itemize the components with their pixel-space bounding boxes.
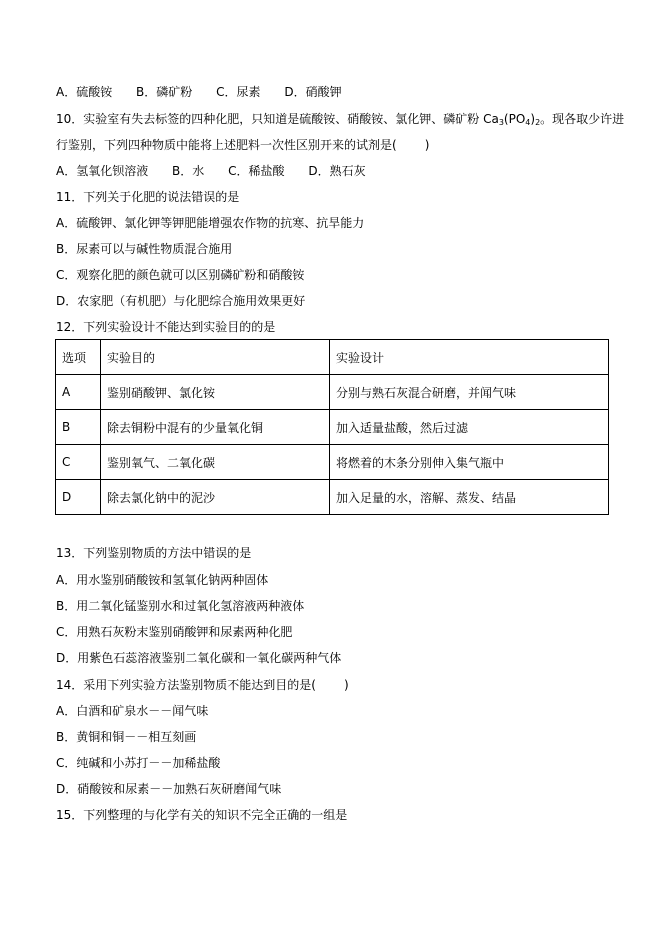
table-cell: 除去铜粉中混有的少量氧化铜 bbox=[101, 410, 330, 445]
q11-option-c: C．观察化肥的颜色就可以区别磷矿粉和硝酸铵 bbox=[56, 268, 305, 282]
q9-option-d: D．硝酸钾 bbox=[284, 85, 342, 99]
table-cell: C bbox=[56, 445, 101, 480]
table-header-row bbox=[56, 340, 609, 375]
q12-stem: 12．下列实验设计不能达到实验目的的是 bbox=[56, 320, 276, 334]
q14-option-d: D．硝酸铵和尿素－－加熟石灰研磨闻气味 bbox=[56, 782, 282, 796]
table-row bbox=[56, 410, 609, 445]
q10-option-b: B．水 bbox=[172, 164, 205, 178]
table-cell: 将燃着的木条分别伸入集气瓶中 bbox=[330, 445, 609, 480]
q10-option-c: C．稀盐酸 bbox=[228, 164, 285, 178]
q10-option-a: A．氢氧化钡溶液 bbox=[56, 164, 149, 178]
q10-options bbox=[56, 163, 366, 179]
q12-table bbox=[55, 339, 609, 515]
table-header-cell: 实验目的 bbox=[101, 340, 330, 375]
table-cell: 鉴别硝酸钾、氯化铵 bbox=[101, 375, 330, 410]
q13-option-c: C．用熟石灰粉末鉴别硝酸钾和尿素两种化肥 bbox=[56, 625, 293, 639]
table-row bbox=[56, 480, 609, 515]
table-cell: 鉴别氧气、二氧化碳 bbox=[101, 445, 330, 480]
q9-options bbox=[56, 84, 342, 100]
table-header-cell: 实验设计 bbox=[330, 340, 609, 375]
q11-stem: 11．下列关于化肥的说法错误的是 bbox=[56, 190, 240, 204]
q15-stem: 15．下列整理的与化学有关的知识不完全正确的一组是 bbox=[56, 808, 348, 822]
q13-option-d: D．用紫色石蕊溶液鉴别二氧化碳和一氧化碳两种气体 bbox=[56, 651, 342, 665]
table-row bbox=[56, 445, 609, 480]
q14-option-b: B．黄铜和铜－－相互刻画 bbox=[56, 730, 197, 744]
q9-option-c: C．尿素 bbox=[216, 85, 261, 99]
table-cell: 分别与熟石灰混合研磨，并闻气味 bbox=[330, 375, 609, 410]
q11-option-d: D．农家肥（有机肥）与化肥综合施用效果更好 bbox=[56, 294, 306, 308]
table-cell: A bbox=[56, 375, 101, 410]
q14-stem: 14．采用下列实验方法鉴别物质不能达到目的是( ) bbox=[56, 678, 349, 692]
q10-stem-line1: 10．实验室有失去标签的四种化肥，只知道是硫酸铵、硝酸铵、氯化钾、磷矿粉 $Ca_3(PO_4)_2$。现各取少许进 bbox=[56, 112, 625, 127]
q13-option-a: A．用水鉴别硝酸铵和氢氧化钠两种固体 bbox=[56, 573, 269, 587]
table-cell: 除去氯化钠中的泥沙 bbox=[101, 480, 330, 515]
q11-option-b: B．尿素可以与碱性物质混合施用 bbox=[56, 242, 233, 256]
table-cell: 加入足量的水，溶解、蒸发、结晶 bbox=[330, 480, 609, 515]
q10-stem-line2: 行鉴别，下列四种物质中能将上述肥料一次性区别开来的试剂是( ) bbox=[56, 138, 430, 152]
q13-stem: 13．下列鉴别物质的方法中错误的是 bbox=[56, 546, 252, 560]
q13-option-b: B．用二氧化锰鉴别水和过氧化氢溶液两种液体 bbox=[56, 599, 305, 613]
q10-option-d: D．熟石灰 bbox=[308, 164, 366, 178]
table-cell: B bbox=[56, 410, 101, 445]
q14-option-a: A．白酒和矿泉水－－闻气味 bbox=[56, 704, 209, 718]
q9-option-a: A．硫酸铵 bbox=[56, 85, 113, 99]
table-header-cell: 选项 bbox=[56, 340, 101, 375]
table-row bbox=[56, 375, 609, 410]
q14-option-c: C．纯碱和小苏打－－加稀盐酸 bbox=[56, 756, 221, 770]
table-cell: D bbox=[56, 480, 101, 515]
q9-option-b: B．磷矿粉 bbox=[136, 85, 193, 99]
table-cell: 加入适量盐酸，然后过滤 bbox=[330, 410, 609, 445]
q11-option-a: A．硫酸钾、氯化钾等钾肥能增强农作物的抗寒、抗旱能力 bbox=[56, 216, 365, 230]
